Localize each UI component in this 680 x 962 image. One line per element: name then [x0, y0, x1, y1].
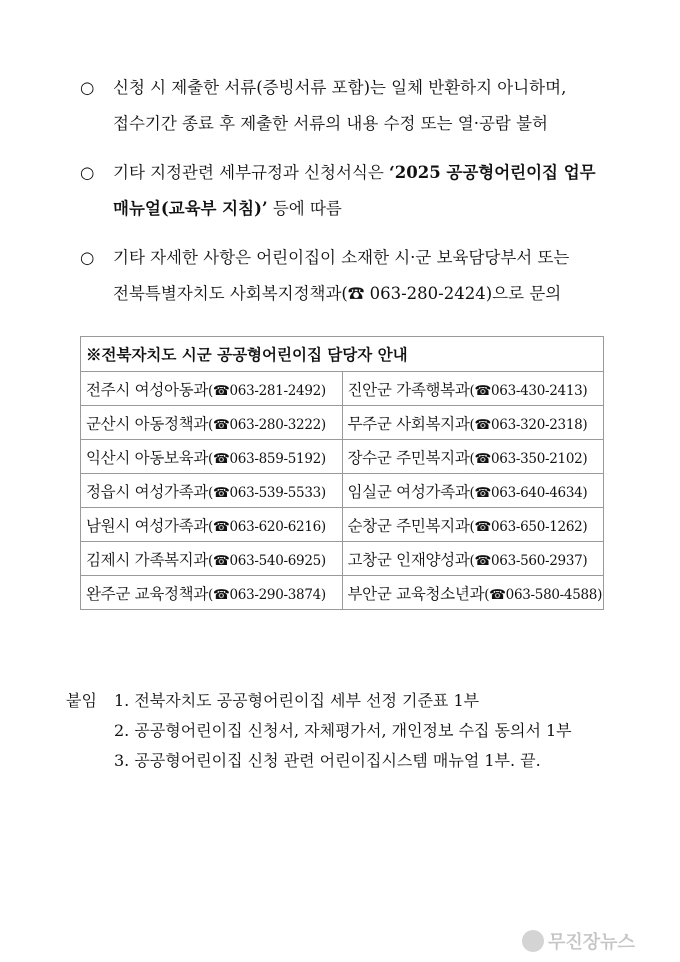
watermark-logo-icon — [522, 930, 544, 952]
contact-cell: 장수군 주민복지과(☎063-350-2102) — [342, 440, 604, 474]
watermark — [522, 926, 672, 956]
watermark-text: 무진장뉴스 — [548, 932, 635, 953]
bullet-text-line: 전북특별자치도 사회복지정책과(☎ 063-280-2424)으로 문의 — [113, 284, 562, 303]
bullet-item — [80, 240, 630, 312]
phone-number: (☎063-350-2102) — [469, 450, 588, 467]
table-row — [81, 372, 604, 406]
contact-cell: 고창군 인재양성과(☎063-560-2937) — [342, 542, 604, 576]
phone-number: (☎063-320-2318) — [469, 416, 588, 433]
contact-cell: 군산시 아동정책과(☎063-280-3222) — [81, 406, 343, 440]
phone-number: (☎063-290-3874) — [208, 586, 326, 603]
table-row — [81, 508, 604, 542]
attachment-label: 붙임 — [66, 691, 97, 710]
contact-cell: 정읍시 여성가족과(☎063-539-5533) — [81, 474, 343, 508]
contact-cell: 익산시 아동보육과(☎063-859-5192) — [81, 440, 343, 474]
bullet-text: 기타 지정관련 세부규정과 신청서식은 — [113, 163, 390, 182]
phone-number: (☎063-280-3222) — [208, 416, 326, 433]
contact-cell: 남원시 여성가족과(☎063-620-6216) — [81, 508, 343, 542]
bullet-text: 등에 따름 — [267, 199, 342, 218]
bullet-item — [80, 155, 630, 227]
contact-cell: 무주군 사회복지과(☎063-320-2318) — [342, 406, 604, 440]
table-row — [81, 542, 604, 576]
phone-number: (☎063-540-6925) — [208, 552, 326, 569]
contact-cell: 전주시 여성아동과(☎063-281-2492) — [81, 372, 343, 406]
contact-cell: 김제시 가족복지과(☎063-540-6925) — [81, 542, 343, 576]
phone-number: (☎063-539-5533) — [208, 484, 326, 501]
table-row — [81, 576, 604, 610]
contact-cell: 임실군 여성가족과(☎063-640-4634) — [342, 474, 604, 508]
phone-number: (☎063-640-4634) — [469, 484, 588, 501]
notice-bullets — [80, 70, 630, 325]
table-header: ※전북자치도 시군 공공형어린이집 담당자 안내 — [81, 337, 604, 372]
bullet-text-line: 기타 자세한 사항은 어린이집이 소재한 시·군 보육담당부서 또는 — [113, 248, 570, 267]
bullet-item — [80, 70, 630, 142]
table-row — [81, 440, 604, 474]
phone-number: (☎063-430-2413) — [469, 382, 588, 399]
bullet-text-line — [80, 155, 630, 191]
contact-table — [80, 336, 604, 610]
phone-number: (☎063-281-2492) — [208, 382, 326, 399]
circle-bullet-icon: ○ — [80, 163, 95, 182]
contact-cell: 부안군 교육청소년과(☎063-580-4588) — [342, 576, 604, 610]
manual-title-part2: 매뉴얼(교육부 지침)’ — [113, 199, 268, 218]
bullet-text-line: 접수기간 종료 후 제출한 서류의 내용 수정 또는 열·공람 불허 — [113, 114, 548, 133]
phone-number: (☎063-580-4588) — [484, 586, 603, 603]
attachment-item: 2. 공공형어린이집 신청서, 자체평가서, 개인정보 수집 동의서 1부 — [114, 721, 572, 740]
table-row — [81, 406, 604, 440]
contact-cell: 순창군 주민복지과(☎063-650-1262) — [342, 508, 604, 542]
table-row — [81, 474, 604, 508]
contact-cell: 진안군 가족행복과(☎063-430-2413) — [342, 372, 604, 406]
phone-number: (☎063-560-2937) — [469, 552, 588, 569]
bullet-text-line: 신청 시 제출한 서류(증빙서류 포함)는 일체 반환하지 아니하며, — [113, 78, 567, 97]
table-header-row — [81, 337, 604, 372]
bullet-text-line — [80, 191, 630, 227]
circle-bullet-icon: ○ — [80, 78, 95, 97]
contact-cell: 완주군 교육정책과(☎063-290-3874) — [81, 576, 343, 610]
phone-number: (☎063-859-5192) — [208, 450, 326, 467]
attachment-item: 3. 공공형어린이집 신청 관련 어린이집시스템 매뉴얼 1부. 끝. — [114, 751, 541, 770]
phone-number: (☎063-620-6216) — [208, 518, 326, 535]
circle-bullet-icon: ○ — [80, 248, 95, 267]
attachment-item: 1. 전북자치도 공공형어린이집 세부 선정 기준표 1부 — [114, 691, 480, 710]
manual-title-part1: ‘2025 공공형어린이집 업무 — [389, 163, 596, 182]
phone-number: (☎063-650-1262) — [469, 518, 588, 535]
